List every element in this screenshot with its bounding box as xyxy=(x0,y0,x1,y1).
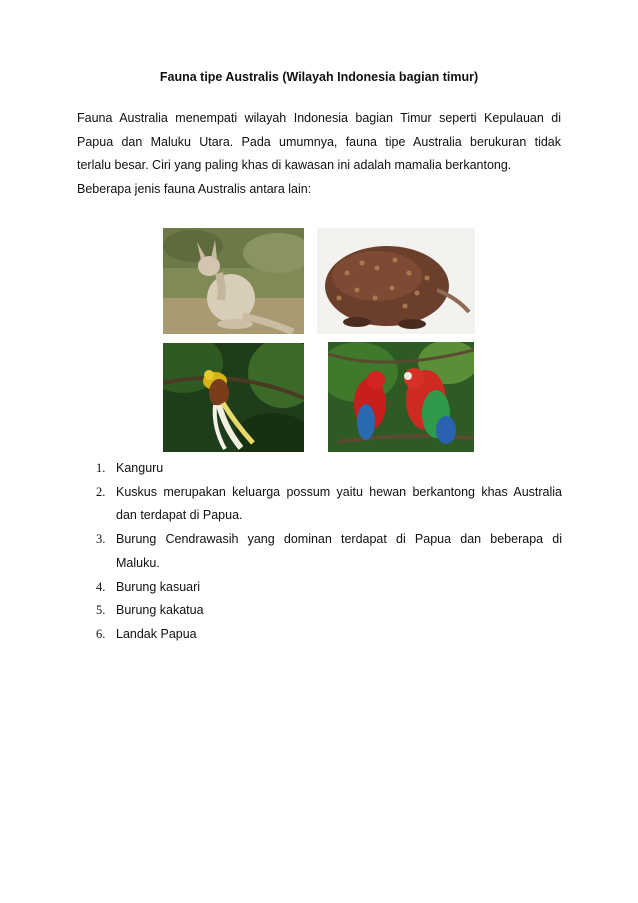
list-item-text: Burung kasuari xyxy=(116,579,201,594)
list-item xyxy=(96,457,562,481)
list-item xyxy=(96,481,562,528)
list-item-text: dan terdapat di Papua. xyxy=(116,508,243,523)
intro-line: Papua dan Maluku Utara. Pada umumnya, fauna tipe Australia berukuran tidak xyxy=(77,134,561,149)
list-item-text: Kuskus merupakan keluarga possum yaitu hewan berkantong khas Australia xyxy=(116,484,562,499)
list-item-text: Burung Cendrawasih yang dominan terdapat di Papua dan beberapa di xyxy=(116,532,562,547)
list-item-text: Landak Papua xyxy=(116,626,197,641)
intro-line: Fauna Australia menempati wilayah Indonesia bagian Timur seperti Kepulauan di xyxy=(77,111,561,125)
list-item-text: Maluku. xyxy=(116,555,160,570)
macaw-photo xyxy=(328,342,474,452)
list-item xyxy=(96,599,562,623)
list-item xyxy=(96,576,562,600)
list-item-text: Kanguru xyxy=(116,461,164,475)
list-item-number: 2. xyxy=(96,484,106,499)
bird-of-paradise-photo xyxy=(163,343,304,452)
echidna-photo xyxy=(317,228,475,334)
intro-line: Beberapa jenis fauna Australis antara lain: xyxy=(77,182,312,197)
list-item-number: 3. xyxy=(96,532,106,547)
list-item-text: Burung kakatua xyxy=(116,603,204,618)
list-item-number: 6. xyxy=(96,626,106,641)
list-item-number: 4. xyxy=(96,579,106,594)
intro-paragraph xyxy=(77,107,561,202)
list-item-number: 5. xyxy=(96,603,106,618)
kangaroo-photo xyxy=(163,228,304,334)
page-title: Fauna tipe Australis (Wilayah Indonesia bagian timur) xyxy=(159,70,479,84)
list-item xyxy=(96,623,562,647)
list-item-number: 1. xyxy=(96,461,106,475)
list-item xyxy=(96,528,562,575)
fauna-list xyxy=(96,457,562,647)
intro-line: terlalu besar. Ciri yang paling khas di kawasan ini adalah mamalia berkantong. xyxy=(77,158,512,173)
